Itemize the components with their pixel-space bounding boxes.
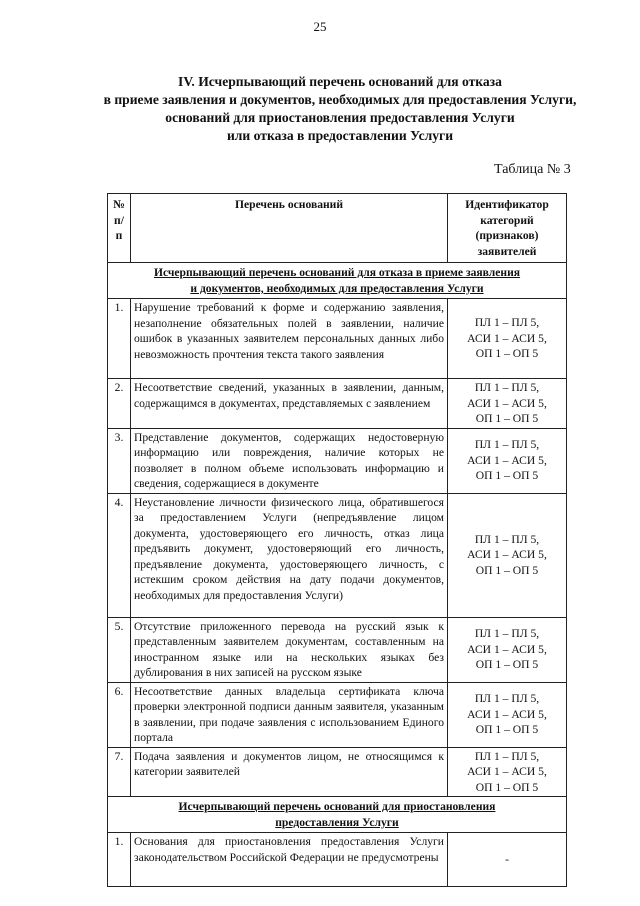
row-identifiers <box>448 428 567 493</box>
row-identifiers <box>448 682 567 747</box>
row-reason: Неустановление личности физического лица, обратившегося за предоставлением Услуги (непредъявление лицом документа, удостоверяющего его личность, отказ лица предъявить документ, удостоверяющий его личность, предъявление документа, удостоверяющего личность, с истекшим сроком действия на дату подачи документов, необходимых для предоставления Услуги) <box>131 493 448 617</box>
identifier-line: ПЛ 1 – ПЛ 5, <box>474 438 540 452</box>
table-row <box>108 299 567 379</box>
group-title-line: Исчерпывающий перечень оснований для отказа в приеме заявления <box>153 266 521 279</box>
table-row <box>108 428 567 493</box>
table-row <box>108 379 567 429</box>
row-reason: Несоответствие сведений, указанных в заявлении, данным, содержащимся в документах, представляемых с заявлением <box>131 379 448 429</box>
identifier-line: ПЛ 1 – ПЛ 5, <box>474 381 540 394</box>
row-number: 5. <box>108 617 131 682</box>
row-number: 6. <box>108 682 131 747</box>
section-heading <box>90 73 590 145</box>
group-title-line: и документов, необходимых для предоставления Услуги <box>190 281 484 295</box>
page-number: 25 <box>313 19 327 34</box>
table-body <box>108 263 567 887</box>
row-reason: Подача заявления и документов лицом, не относящимся к категории заявителей <box>131 747 448 797</box>
identifier-line: АСИ 1 – АСИ 5, <box>467 548 547 562</box>
row-number: 7. <box>108 747 131 797</box>
identifier-line: ОП 1 – ОП 5 <box>475 723 539 737</box>
row-identifiers <box>448 617 567 682</box>
group-title-line: предоставления Услуги <box>275 815 399 829</box>
row-reason: Нарушение требований к форме и содержанию заявления, незаполнение обязательных полей в заявлении, наличие ошибок в указанных заявителем персональных данных либо невозможность прочтения текста такого заявления <box>131 299 448 379</box>
row-reason: Несоответствие данных владельца сертификата ключа проверки электронной подписи данным заявителя, указанным в заявлении, при подаче заявления с использованием Единого портала <box>131 682 448 747</box>
table-row <box>108 617 567 682</box>
identifier-line: ОП 1 – ОП 5 <box>475 412 539 425</box>
identifier-line: АСИ 1 – АСИ 5, <box>467 765 547 778</box>
row-reason: Основания для приостановления предоставления Услуги законодательством Российской Федерации не предусмотрены <box>131 833 448 887</box>
identifier-line: ПЛ 1 – ПЛ 5, <box>474 627 540 641</box>
section-heading-line: оснований для приостановления предоставления Услуги <box>165 110 515 125</box>
section-heading-line: IV. Исчерпывающий перечень оснований для отказа <box>178 74 502 89</box>
group-title-line: Исчерпывающий перечень оснований для приостановления <box>178 800 496 813</box>
row-number: 3. <box>108 428 131 493</box>
table-group-row <box>108 263 567 299</box>
identifier-line: АСИ 1 – АСИ 5, <box>467 331 547 345</box>
table-row <box>108 682 567 747</box>
table-header-row <box>108 194 567 263</box>
identifier-line: ОП 1 – ОП 5 <box>475 347 539 361</box>
identifier-line: ОП 1 – ОП 5 <box>475 780 539 794</box>
section-heading-line: в приеме заявления и документов, необходимых для предоставления Услуги, <box>103 92 577 107</box>
row-number: 4. <box>108 493 131 617</box>
header-num: № п/п <box>108 194 131 263</box>
identifier-line: ОП 1 – ОП 5 <box>475 658 539 672</box>
row-identifiers <box>448 493 567 617</box>
identifier-line: ОП 1 – ОП 5 <box>475 563 539 577</box>
row-identifiers <box>448 379 567 429</box>
section-heading-line: или отказа в предоставлении Услуги <box>226 128 454 143</box>
table-row <box>108 747 567 797</box>
row-number: 1. <box>108 299 131 379</box>
row-identifiers <box>448 299 567 379</box>
identifier-line: ПЛ 1 – ПЛ 5, <box>474 532 540 546</box>
row-reason: Представление документов, содержащих недостоверную информацию или повреждения, наличие которых не позволяет в полном объеме использовать информацию и сведения, содержащиеся в документе <box>131 428 448 493</box>
identifier-line: ПЛ 1 – ПЛ 5, <box>474 692 540 706</box>
row-reason: Отсутствие приложенного перевода на русский язык к представленным заявителем документам, составленным на иностранном языке или на нескольких языках без дублирования в них записей на русском языке <box>131 617 448 682</box>
header-ids: Идентификатор категорий (признаков) заявителей <box>448 194 567 263</box>
table-row <box>108 493 567 617</box>
identifier-line: ПЛ 1 – ПЛ 5, <box>474 749 540 763</box>
row-identifiers <box>448 833 567 887</box>
group-title <box>108 263 567 299</box>
row-number: 1. <box>108 833 131 887</box>
grounds-table <box>107 193 567 887</box>
identifier-line: ПЛ 1 – ПЛ 5, <box>474 316 540 330</box>
identifier-line: АСИ 1 – АСИ 5, <box>467 642 547 656</box>
table-row <box>108 833 567 887</box>
header-reason: Перечень оснований <box>131 194 448 263</box>
group-title <box>108 797 567 833</box>
identifier-line: ОП 1 – ОП 5 <box>475 469 539 483</box>
identifier-line: АСИ 1 – АСИ 5, <box>467 453 547 467</box>
identifier-line: - <box>505 852 509 866</box>
table-label: Таблица № 3 <box>494 162 571 177</box>
table-group-row <box>108 797 567 833</box>
identifier-line: АСИ 1 – АСИ 5, <box>467 707 547 721</box>
row-identifiers <box>448 747 567 797</box>
row-number: 2. <box>108 379 131 429</box>
identifier-line: АСИ 1 – АСИ 5, <box>467 396 547 410</box>
